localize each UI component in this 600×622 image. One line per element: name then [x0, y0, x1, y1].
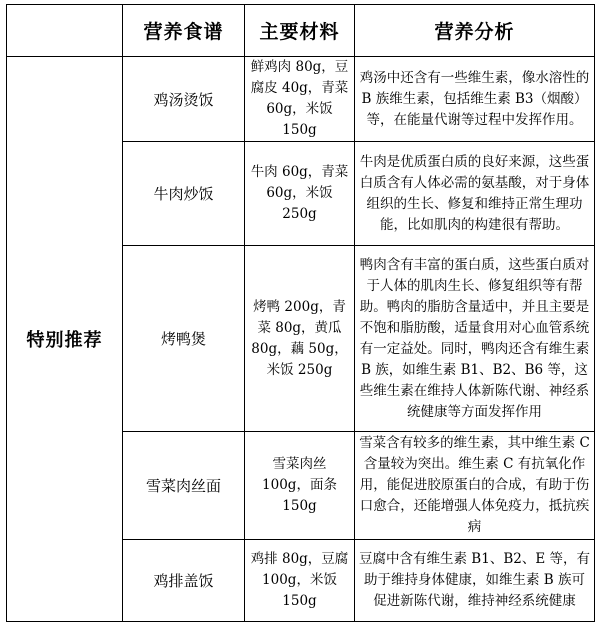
ingredients-cell: 雪菜肉丝 100g，面条 150g	[245, 432, 355, 540]
dish-name: 鸡汤烫饭	[123, 57, 245, 142]
category-cell: 特别推荐	[7, 57, 123, 622]
recipe-table-container	[6, 4, 595, 622]
table-row	[7, 57, 595, 142]
table-header-row	[7, 5, 595, 57]
analysis-cell: 鸡汤中还含有一些维生素，像水溶性的 B 族维生素，包括维生素 B3（烟酸）等，在能量代谢等过程中发挥作用。	[355, 57, 595, 142]
analysis-cell: 雪菜含有较多的维生素，其中维生素 C 含量较为突出。维生素 C 有抗氧化作用，能促进胶原蛋白的合成，有助于伤口愈合，还能增强人体免疫力，抵抗疾病	[355, 432, 595, 540]
dish-name: 雪菜肉丝面	[123, 432, 245, 540]
ingredients-cell: 鸡排 80g，豆腐 100g，米饭 150g	[245, 540, 355, 622]
analysis-cell: 牛肉是优质蛋白质的良好来源，这些蛋白质含有人体必需的氨基酸，对于身体组织的生长、修复和维持正常生理功能，比如肌肉的构建很有帮助。	[355, 142, 595, 246]
dish-name: 牛肉炒饭	[123, 142, 245, 246]
header-ingredients: 主要材料	[245, 5, 355, 57]
analysis-cell: 鸭肉含有丰富的蛋白质，这些蛋白质对于人体的肌肉生长、修复组织等有帮助。鸭肉的脂肪含量适中，并且主要是不饱和脂肪酸，适量食用对心血管系统有一定益处。同时，鸭肉还含有维生素 B 族，如维生素 B1、B2、B6 等，这些维生素在维持人体新陈代谢、神经系统健康等方面发挥作用	[355, 246, 595, 432]
text-cursor-mark	[6, 612, 7, 618]
header-recipe: 营养食谱	[123, 5, 245, 57]
header-blank-cell	[7, 5, 123, 57]
analysis-cell: 豆腐中含有维生素 B1、B2、E 等，有助于维持身体健康，如维生素 B 族可促进新陈代谢，维持神经系统健康	[355, 540, 595, 622]
dish-name: 烤鸭煲	[123, 246, 245, 432]
ingredients-cell: 鲜鸡肉 80g，豆腐皮 40g，青菜 60g，米饭 150g	[245, 57, 355, 142]
header-analysis: 营养分析	[355, 5, 595, 57]
ingredients-cell: 烤鸭 200g，青菜 80g，黄瓜 80g，藕 50g，米饭 250g	[245, 246, 355, 432]
dish-name: 鸡排盖饭	[123, 540, 245, 622]
nutrition-recipe-table	[6, 4, 595, 622]
ingredients-cell: 牛肉 60g，青菜 60g，米饭 250g	[245, 142, 355, 246]
